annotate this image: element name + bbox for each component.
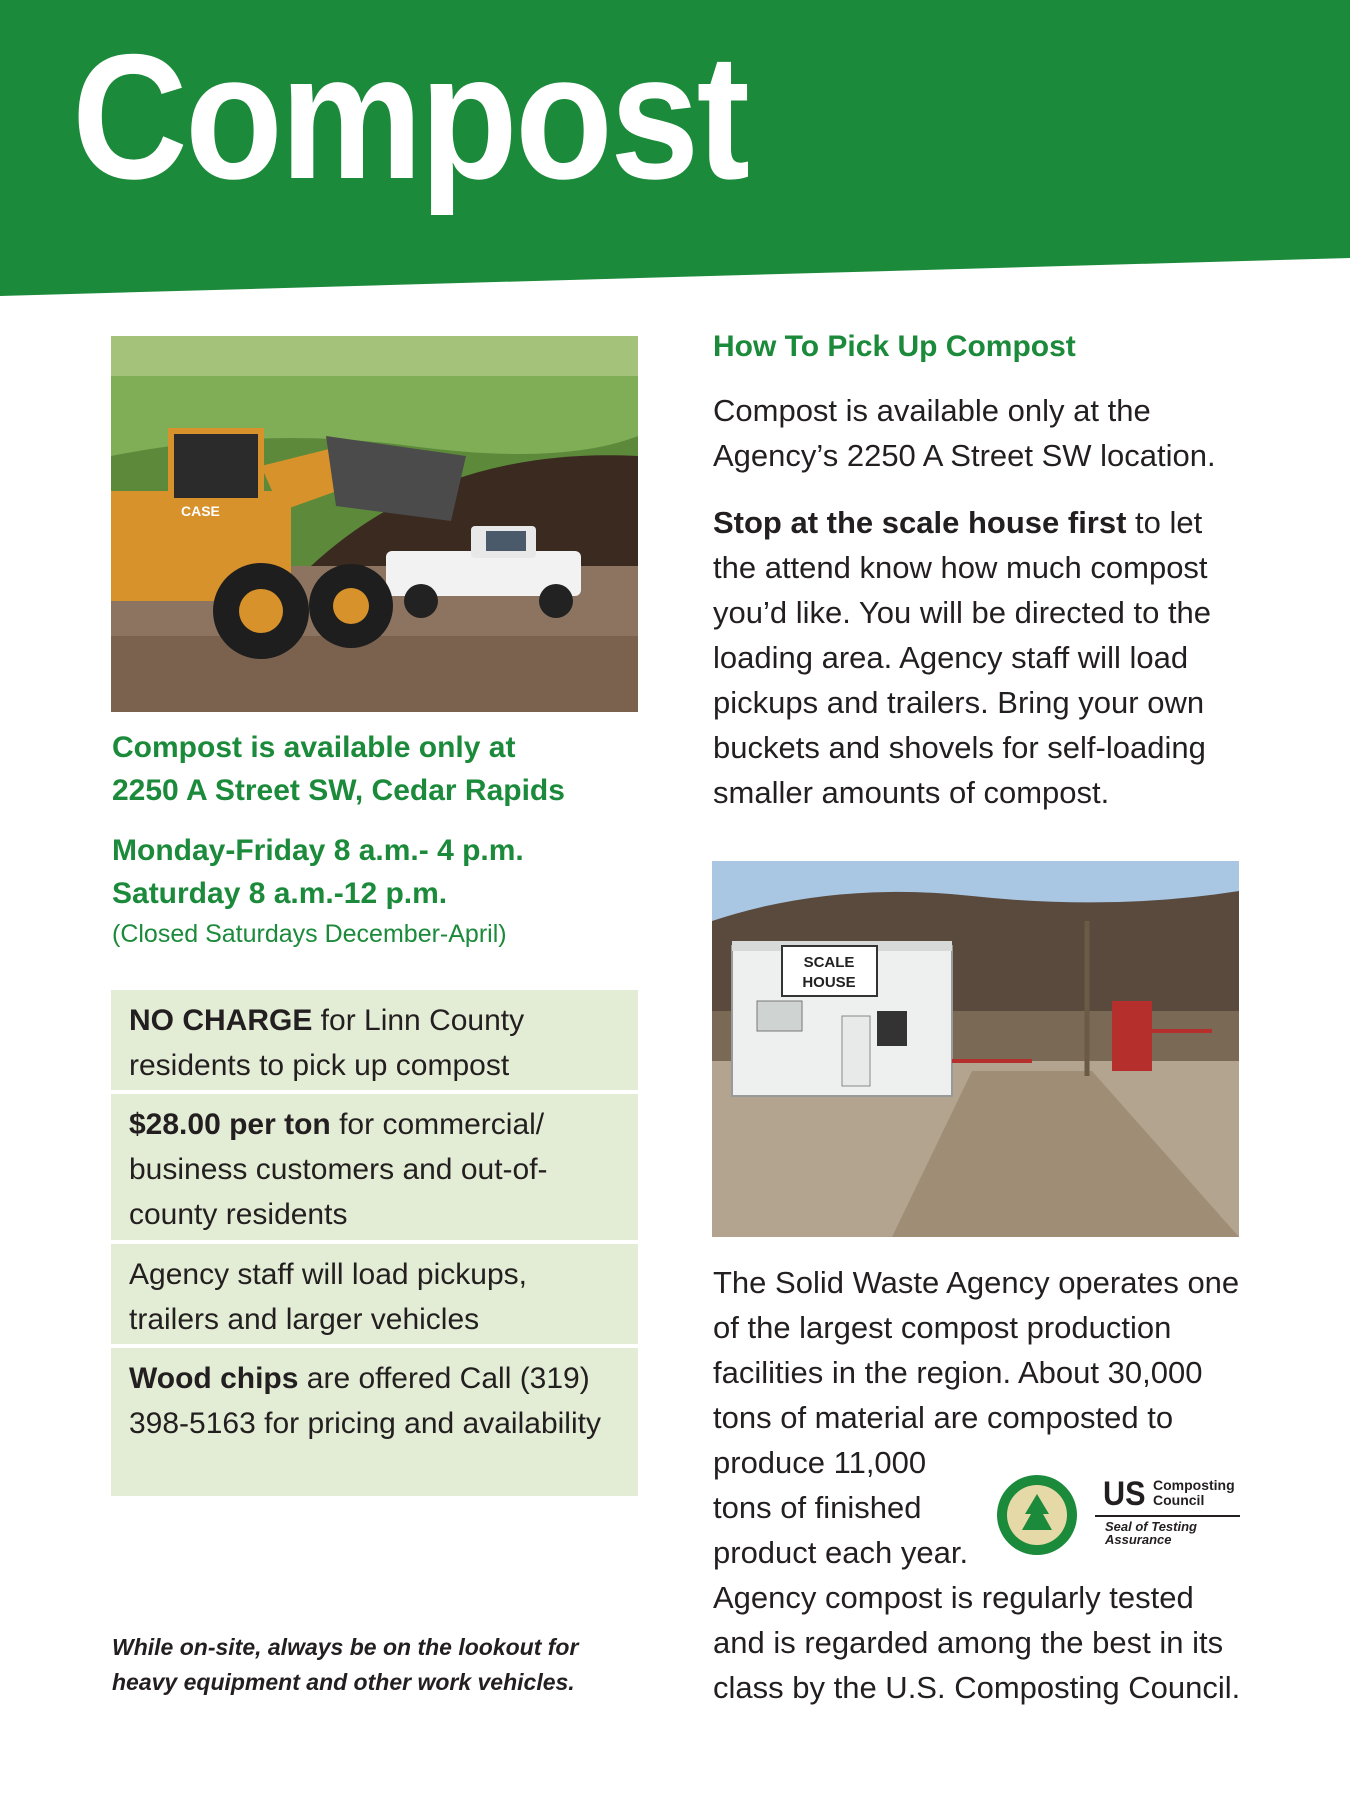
seal-tagline-1: Seal of Testing [1105,1519,1197,1534]
wheel-loader-photo [111,336,638,712]
info-text: for commercial/ business customers and out-of-county residents [129,1108,548,1231]
agency-line: tons of material are composted to [713,1400,1174,1435]
location-line-2: 2250 A Street SW, Cedar Rapids [112,774,565,807]
agency-line: product each year. [713,1535,969,1570]
safety-line-1: While on-site, always be on the lookout for [112,1634,579,1660]
seal-tagline-2: Assurance [1105,1532,1172,1547]
agency-line: class by the U.S. Composting Council. [713,1670,1241,1705]
info-text: are offered Call (319) 398-5163 for pricing and availability [129,1362,601,1440]
info-text: Agency staff will load pickups, trailers and larger vehicles [129,1258,527,1336]
scale-sign-line-1: SCALE [803,954,855,971]
us-composting-council-seal [995,1470,1240,1560]
info-bold: $28.00 per ton [129,1108,331,1141]
pickup-bold: Stop at the scale house first [713,505,1127,540]
safety-line-2: heavy equipment and other work vehicles. [112,1669,575,1695]
info-box-staff-load [111,1244,638,1344]
info-bold: NO CHARGE [129,1004,313,1037]
scale-house-photo [712,861,1239,1237]
agency-line: The Solid Waste Agency operates one [713,1265,1240,1300]
seal-council: Council [1153,1492,1205,1508]
seal-composting: Composting [1153,1477,1235,1493]
info-box-commercial [111,1094,638,1240]
seal-us: US [1103,1475,1146,1513]
agency-line: tons of finished [713,1490,922,1525]
agency-line: Agency compost is regularly tested [713,1580,1194,1615]
hours-saturday: Saturday 8 a.m.-12 p.m. [112,877,448,910]
info-box-no-charge [111,990,638,1090]
info-bold: Wood chips [129,1362,299,1395]
how-to-heading: How To Pick Up Compost [713,330,1076,363]
agency-line: and is regarded among the best in its [713,1625,1224,1660]
info-text: for Linn County residents to pick up compost [129,1004,525,1082]
agency-line: of the largest compost production [713,1310,1172,1345]
safety-note [112,1630,578,1700]
hours-weekday: Monday-Friday 8 a.m.- 4 p.m. [112,834,524,867]
closed-note: (Closed Saturdays December-April) [112,920,507,948]
availability-paragraph: Compost is available only at the Agency’s 2250 A Street SW location. [713,393,1216,473]
location-line-1: Compost is available only at [112,731,516,764]
header-banner [0,0,1350,300]
pickup-text: to let the attend know how much compost you’d like. You will be directed to the loading area. Agency staff will load pickups and trailers. Bring your own buckets and shovels for self-loading smaller amounts of compost. [713,505,1212,810]
loader-brand-label: CASE [181,503,220,519]
info-box-wood-chips [111,1348,638,1496]
page-title: Compost [72,17,748,216]
agency-line: facilities in the region. About 30,000 [713,1355,1203,1390]
agency-line: produce 11,000 [713,1445,927,1480]
pickup-paragraph [713,500,1233,815]
scale-sign-line-2: HOUSE [802,974,856,991]
